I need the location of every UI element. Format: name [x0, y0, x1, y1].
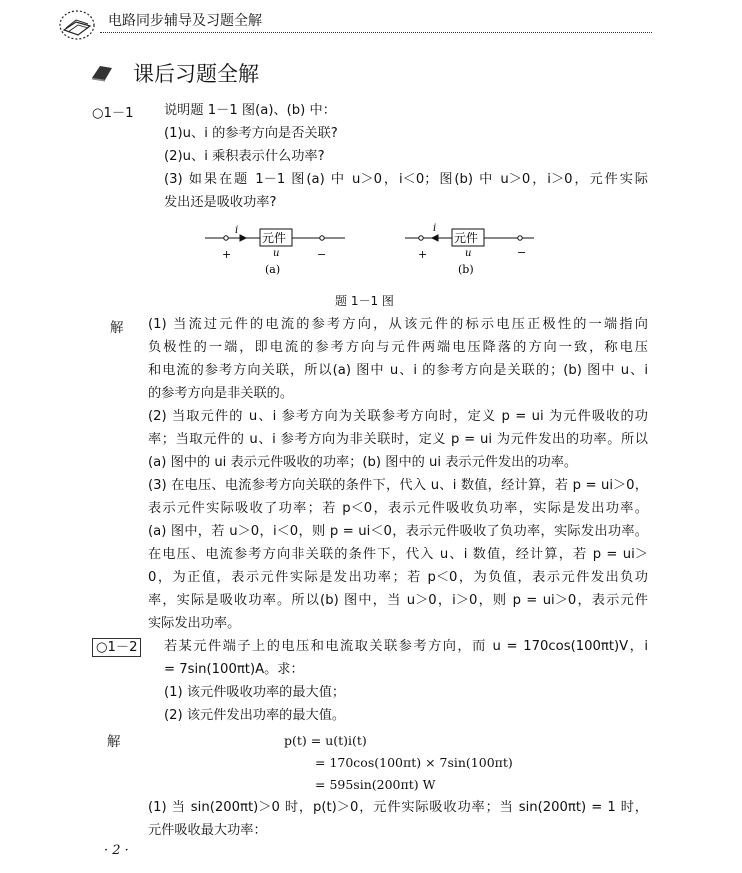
problem-number: ○1－2 [92, 636, 141, 655]
solution-text-line: (3) 在电压、电流参考方向关联的条件下，代入 u、i 数值，经计算，若 p = ui＞0， [148, 478, 648, 493]
solution-text-line: 负极性的一端，即电流的参考方向与元件两端电压降落的方向一致，称电压 [148, 340, 648, 355]
solution-text-line: 率；当取元件的 u、i 参考方向为非关联时，定义 p = ui 为元件发出的功率。所以 [148, 432, 648, 447]
solution-text-line: 0，为正值，表示元件实际是发出功率；若 p＜0，为负值，表示元件发出负功 [148, 570, 648, 585]
problem-text-line: 发出还是吸收功率? [164, 195, 277, 210]
solution-text-line: 的参考方向是非关联的。 [148, 386, 294, 401]
solution-text-line: (1) 当流过元件的电流的参考方向，从该元件的标示电压正极性的一端指向 [148, 317, 648, 332]
problem-text-line: (1) 该元件吸收功率的最大值； [164, 685, 346, 700]
problem-number: ○1－1 [92, 106, 134, 121]
plus-sign-a: + [222, 248, 232, 261]
problem-text-line: 若某元件端子上的电压和电流取关联参考方向，而 u = 170cos(100πt)V，i [164, 639, 648, 654]
page-number: · 2 · [104, 843, 129, 858]
voltage-label-b: u [465, 248, 472, 259]
minus-sign-a: − [317, 248, 327, 261]
voltage-label-a: u [273, 248, 280, 259]
book-section-icon [90, 62, 114, 82]
equation-line: = 595sin(200πt) W [315, 777, 436, 792]
problem-text-line: (2) 该元件发出功率的最大值。 [164, 708, 346, 723]
problem-text-line: = 7sin(100πt)A。求： [164, 662, 304, 677]
current-label-a: i [235, 225, 239, 236]
solution-text-line: 率，实际是吸收功率。所以(b) 图中，当 u＞0，i＞0，则 p = ui＞0，表示元件 [148, 593, 648, 608]
problem-text-line: (2)u、i 乘积表示什么功率? [164, 149, 325, 164]
section-title: 课后习题全解 [133, 62, 259, 86]
plus-sign-b: + [418, 248, 428, 261]
figure-label-b: (b) [458, 263, 474, 276]
problem-text-line: 说明题 1－1 图(a)、(b) 中： [164, 103, 336, 118]
current-label-b: i [433, 223, 437, 234]
minus-sign-b: − [517, 246, 527, 259]
solution-text-line: 在电压、电流参考方向非关联的条件下，代入 u、i 数值，经计算，若 p = ui＞ [148, 547, 648, 562]
solution-text-line: (1) 当 sin(200πt)＞0 时，p(t)＞0，元件实际吸收功率；当 sin(200πt) = 1 时， [148, 800, 648, 815]
running-header-title: 电路同步辅导及习题全解 [108, 13, 262, 29]
problem-text-line: (1)u、i 的参考方向是否关联? [164, 126, 338, 141]
equation-line: = 170cos(100πt) × 7sin(100πt) [315, 755, 513, 770]
header-divider [100, 32, 652, 33]
solution-label: 解 [110, 320, 124, 336]
circuit-figure [200, 218, 540, 288]
solution-text-line: (a) 图中的 ui 表示元件吸收的功率；(b) 图中的 ui 表示元件发出的功率。 [148, 455, 578, 470]
element-label-a: 元件 [262, 231, 287, 245]
solution-text-line: (2) 当取元件的 u、i 参考方向为关联参考方向时，定义 p = ui 为元件吸收的功 [148, 409, 648, 424]
solution-text-line: 实际发出功率。 [148, 616, 241, 631]
element-label-b: 元件 [454, 231, 479, 245]
figure-label-a: (a) [265, 263, 281, 276]
problem-text-line: (3) 如果在题 1－1 图(a) 中 u＞0，i＜0；图(b) 中 u＞0，i＞0，元件实际 [164, 172, 648, 187]
solution-text-line: 元件吸收最大功率： [148, 823, 267, 838]
solution-text-line: (a) 图中，若 u＞0，i＜0，则 p = ui＜0，表示元件吸收了负功率，实际发出功率。 [148, 524, 648, 539]
solution-label: 解 [107, 734, 121, 750]
book-logo-icon [58, 8, 96, 42]
solution-text-line: 表示元件实际吸收了功率；若 p＜0，表示元件吸收负功率，实际是发出功率。 [148, 501, 648, 516]
equation-line: p(t) = u(t)i(t) [284, 733, 367, 748]
figure-caption: 题 1－1 图 [335, 294, 394, 308]
solution-text-line: 和电流的参考方向关联，所以(a) 图中 u、i 的参考方向是关联的；(b) 图中 u、i [148, 363, 648, 378]
